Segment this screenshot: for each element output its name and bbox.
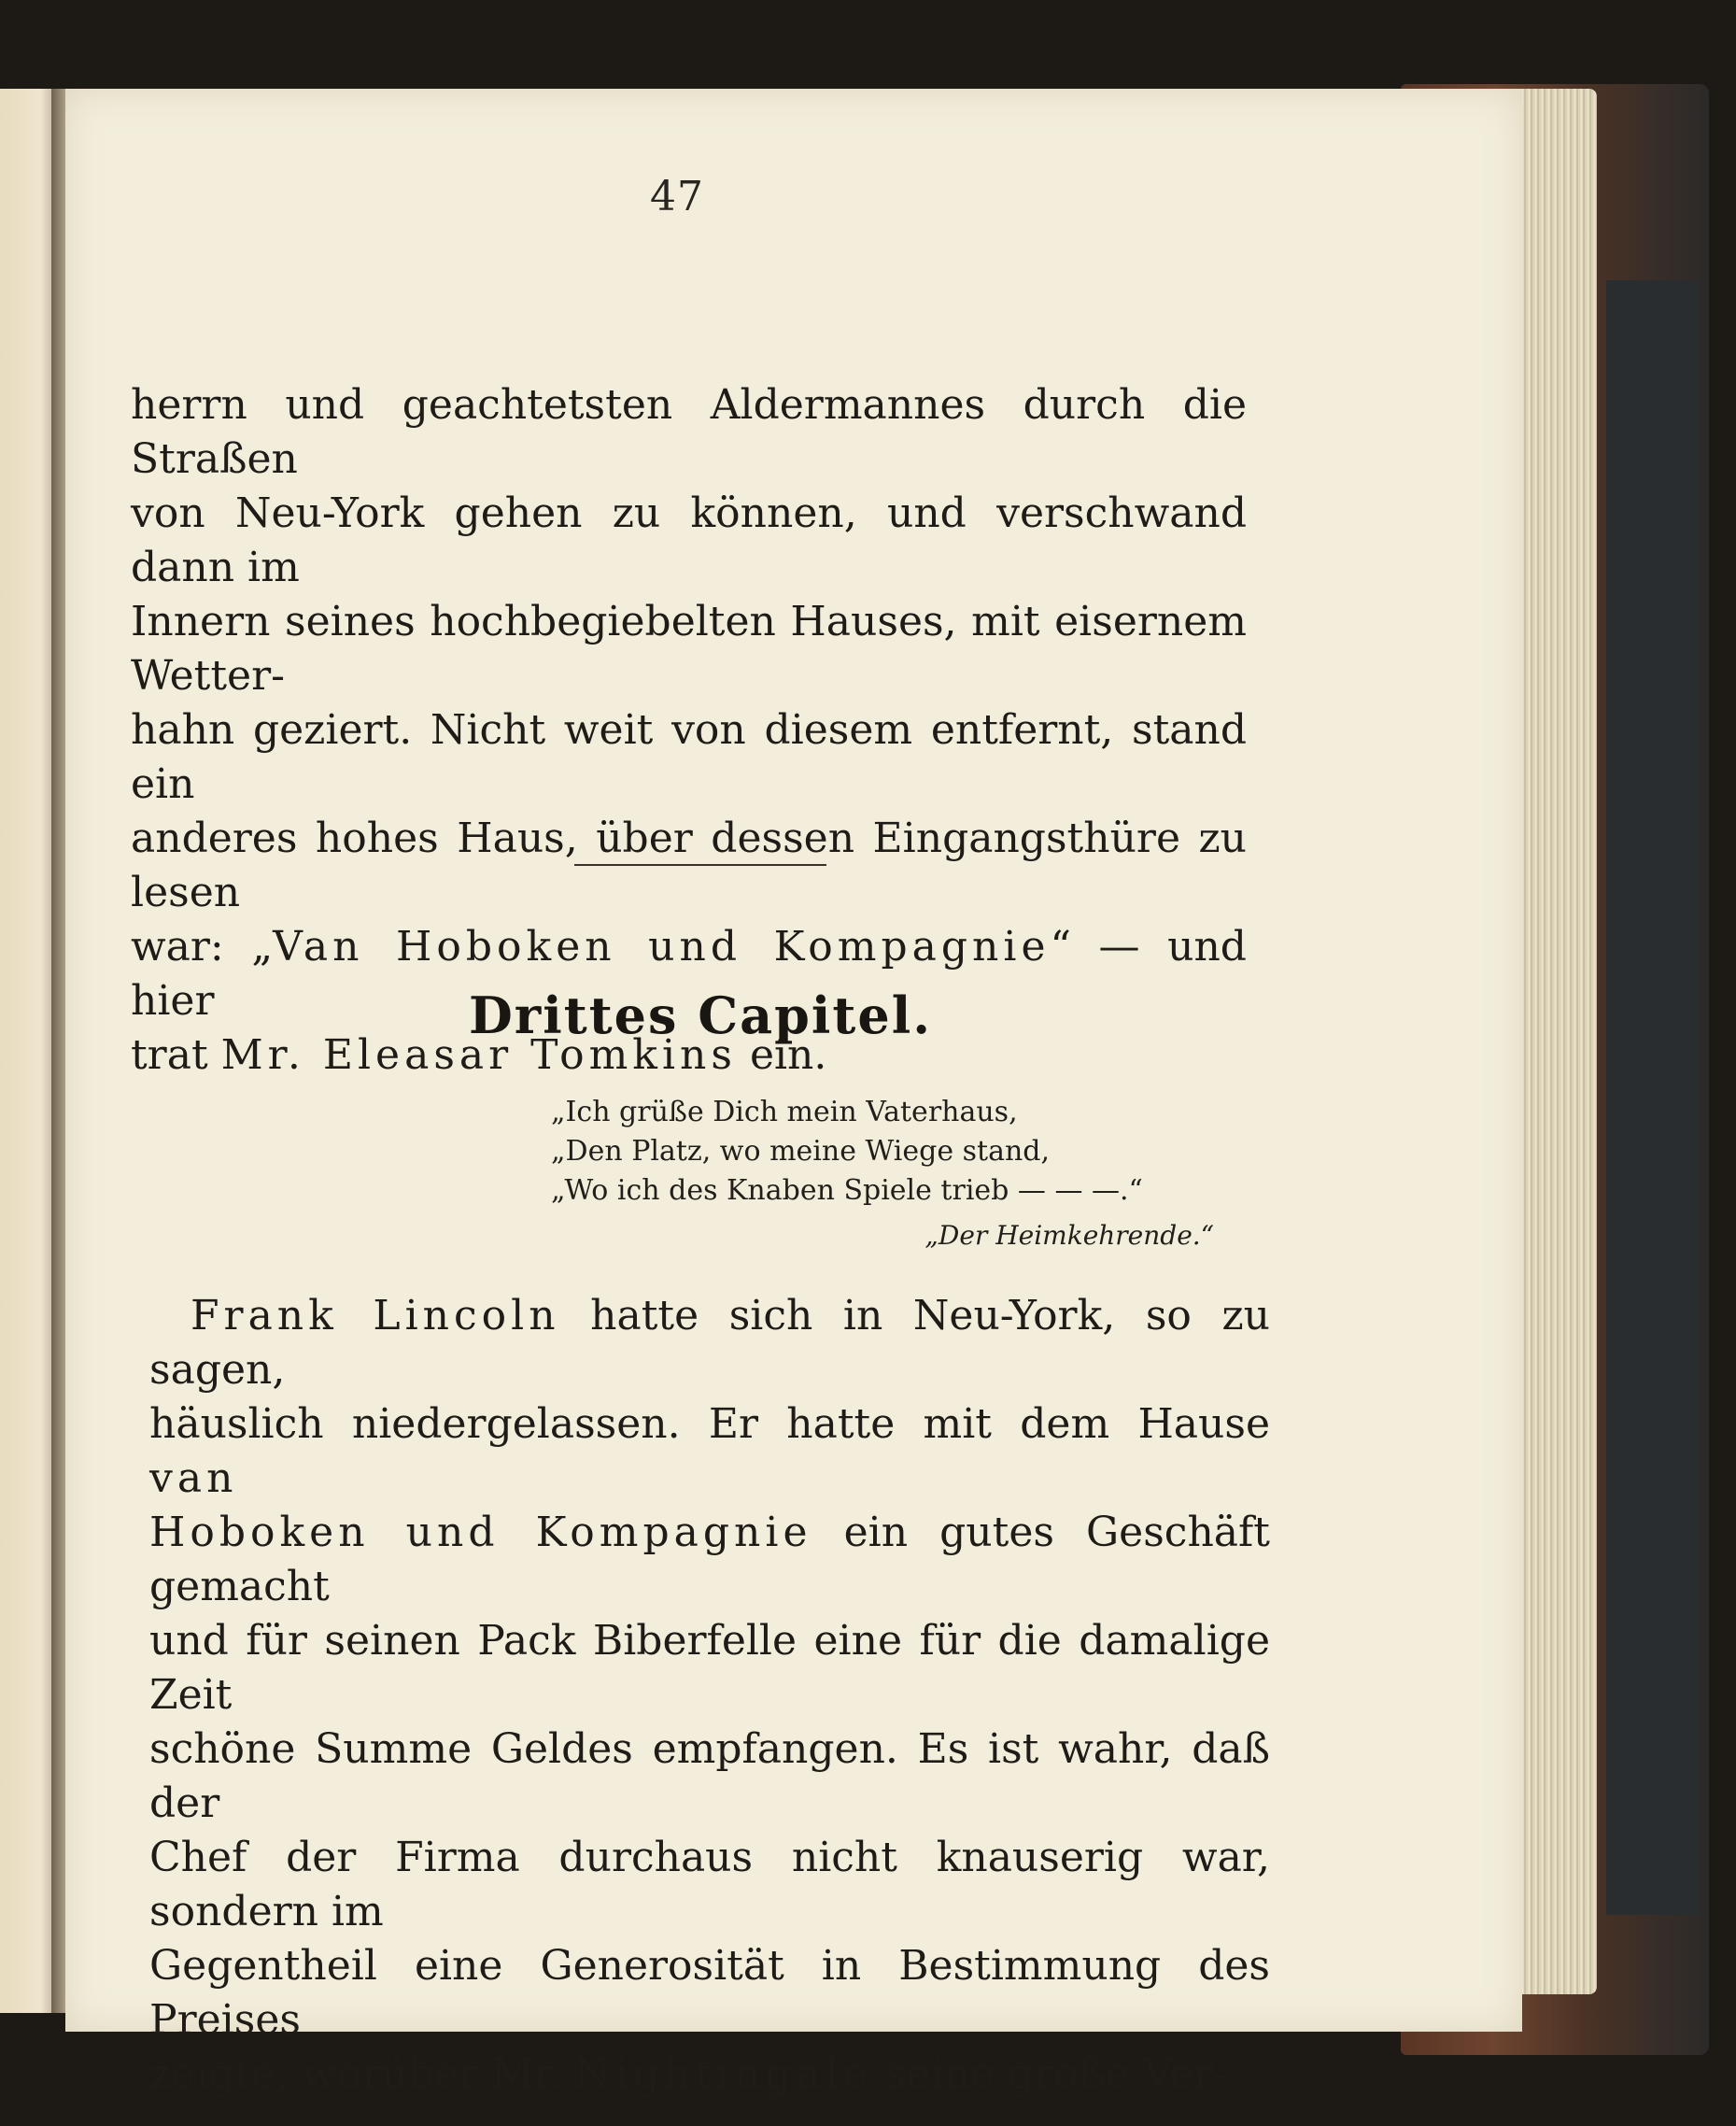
text-segment: war: „ — [131, 923, 274, 971]
page-number: 47 — [650, 173, 704, 220]
text-line: Innern seines hochbegiebelten Hauses, mit eisernem Wetter- — [131, 598, 1247, 700]
text-line — [149, 1397, 1270, 1506]
chapter-heading: Drittes Capitel. — [468, 985, 933, 1045]
text-segment: zeigte, worüber Mr. — [149, 2050, 575, 2098]
text-line: und für seinen Pack Biberfelle eine für die damalige Zeit — [149, 1617, 1270, 1719]
text-segment: ein. — [736, 1031, 827, 1079]
section-divider — [574, 864, 826, 866]
spaced-company-name: Van Hoboken und Kompagnie — [273, 923, 1051, 971]
text-line: von Neu-York gehen zu können, und verschwand dann im — [131, 489, 1247, 591]
text-segment: “ — und hier — [131, 923, 1247, 1025]
top-paragraph — [131, 378, 1247, 1083]
spaced-company-name: van — [149, 1454, 238, 1502]
spaced-company-name: Hoboken und Kompagnie — [149, 1509, 812, 1556]
text-segment: seine große Ver- — [871, 2050, 1227, 2098]
text-line: herrn und geachtetsten Aldermannes durch die Straßen — [131, 381, 1247, 483]
text-segment: trat — [131, 1031, 221, 1079]
left-page-edge — [0, 89, 58, 2013]
text-segment: häuslich niedergelassen. Er hatte mit dem Hause — [149, 1400, 1270, 1448]
epigraph-source: „Der Heimkehrende.“ — [924, 1220, 1214, 1251]
book-cover-patch — [1606, 280, 1700, 1915]
epigraph-line: „Wo ich des Knaben Spiele trieb — — —.“ — [551, 1174, 1143, 1207]
text-line: anderes hohes Haus, über dessen Eingangsthüre zu lesen — [131, 815, 1247, 916]
epigraph-line: „Den Platz, wo meine Wiege stand, — [551, 1135, 1051, 1168]
text-line — [149, 1289, 1270, 1397]
text-line: hahn geziert. Nicht weit von diesem entfernt, stand ein — [131, 706, 1247, 808]
main-paragraph — [149, 1289, 1270, 2102]
spaced-person-name: Frank Lincoln — [191, 1292, 560, 1339]
text-segment: hatte sich in Neu-York, so zu sagen, — [149, 1292, 1271, 1394]
spaced-person-name: Mr. Eleasar Tomkins — [220, 1031, 737, 1079]
text-line — [149, 1506, 1270, 1614]
text-segment: ein gutes Geschäft gemacht — [149, 1509, 1270, 1610]
text-line: Chef der Firma durchaus nicht knauserig war, sondern im — [149, 1834, 1270, 1935]
epigraph — [551, 1093, 1223, 1255]
epigraph-line: „Ich grüße Dich mein Vaterhaus, — [551, 1096, 1018, 1128]
spaced-person-name: Nightingale — [574, 2050, 872, 2098]
text-line — [149, 2048, 1270, 2102]
text-line: schöne Summe Geldes empfangen. Es ist wahr, daß der — [149, 1725, 1270, 1827]
text-line: Gegentheil eine Generosität in Bestimmung des Preises — [149, 1942, 1270, 2044]
